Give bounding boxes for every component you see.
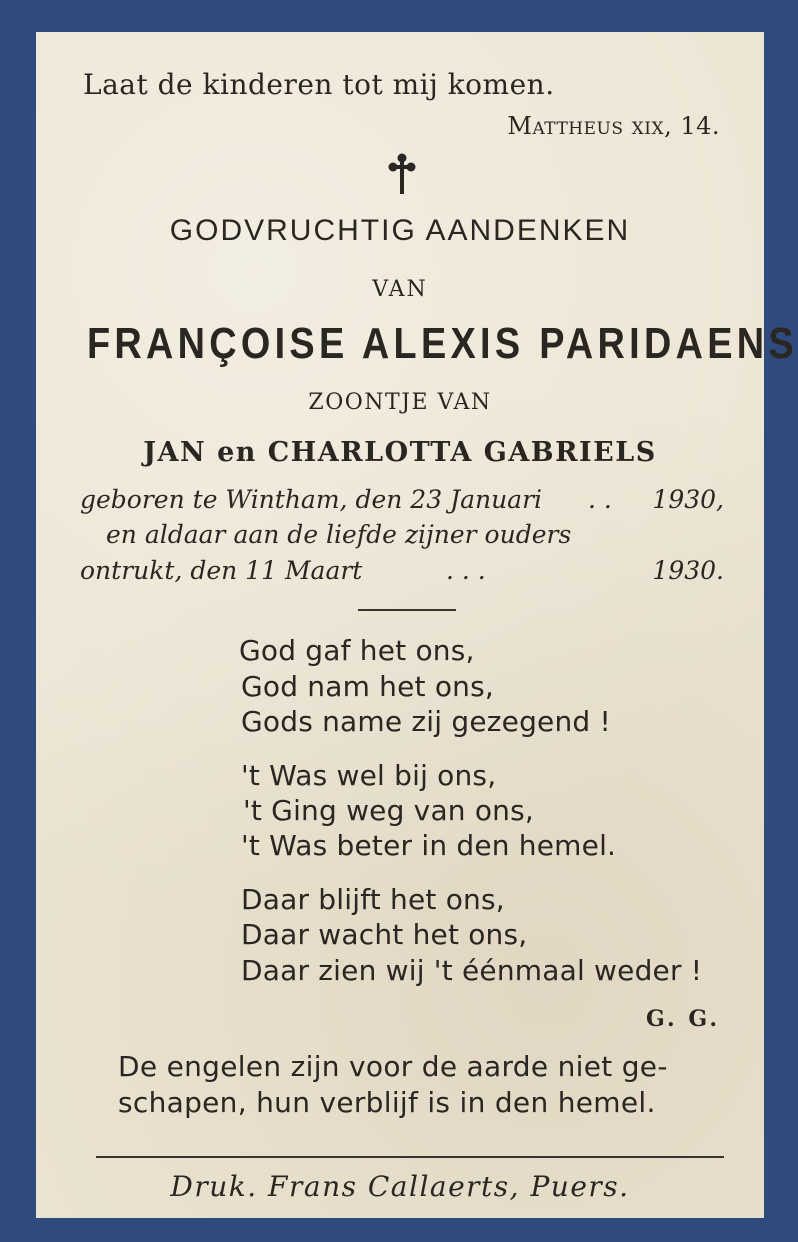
poem-line: God nam het ons,: [241, 670, 494, 703]
poem-author: G. G.: [646, 1006, 720, 1032]
death-text: ontrukt, den 11 Maart: [80, 556, 363, 585]
card-paper: [36, 32, 798, 1218]
birth-text: geboren te Wintham, den 23 Januari: [80, 485, 543, 514]
death-year: 1930.: [652, 556, 724, 585]
birth-year: 1930,: [652, 485, 724, 514]
poem-line: Daar blijft het ons,: [241, 883, 505, 916]
birth-line: [80, 485, 724, 514]
long-divider: [96, 1156, 724, 1158]
middle-line: en aldaar aan de liefde zijner ouders: [106, 520, 572, 549]
poem-line: Daar wacht het ons,: [241, 918, 528, 951]
closing-line-1: De engelen zijn voor de aarde niet ge-: [118, 1050, 668, 1083]
death-line: [80, 556, 724, 585]
bible-reference: Mattheus xix, 14.: [507, 112, 720, 140]
poem-line: Gods name zij gezegend !: [241, 705, 611, 738]
closing-line-2: schapen, hun verblijf is in den hemel.: [118, 1086, 656, 1119]
poem-line: 't Was wel bij ons,: [241, 759, 497, 792]
poem-line: 't Was beter in den hemel.: [241, 829, 617, 862]
cross-icon: [382, 150, 422, 198]
bible-verse: Laat de kinderen tot mij komen.: [83, 68, 555, 101]
card-heading: GODVRUCHTIG AANDENKEN: [169, 214, 631, 247]
parents-names: JAN en CHARLOTTA GABRIELS: [143, 437, 657, 468]
van-label: VAN: [372, 277, 428, 302]
birth-dots: . .: [588, 485, 612, 514]
poem-line: God gaf het ons,: [239, 634, 475, 667]
poem-line: Daar zien wij 't éénmaal weder !: [241, 954, 703, 987]
death-dots: . . .: [446, 556, 486, 585]
relation-label: ZOONTJE VAN: [308, 390, 492, 415]
poem-line: 't Ging weg van ons,: [243, 794, 535, 827]
deceased-name: FRANÇOISE ALEXIS PARIDAENS: [86, 319, 798, 368]
short-divider: [358, 609, 456, 611]
printer-credit: Druk. Frans Callaerts, Puers.: [170, 1170, 630, 1203]
